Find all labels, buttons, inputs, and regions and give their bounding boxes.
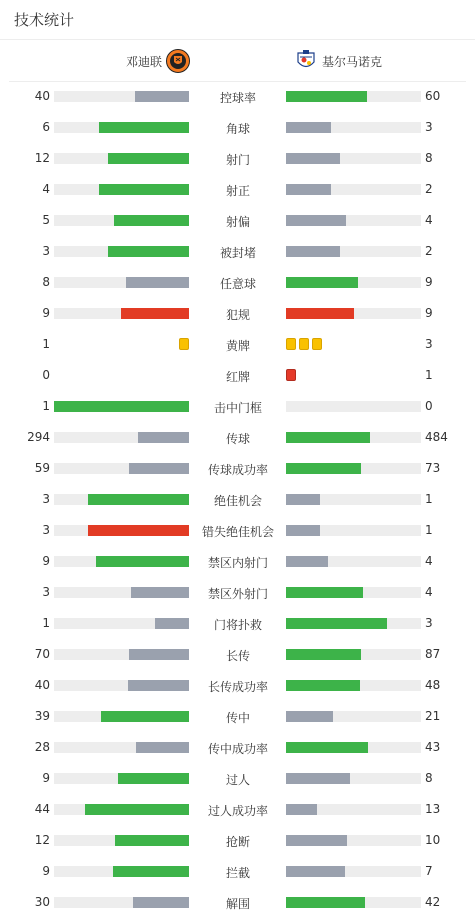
home-value: 3 bbox=[42, 523, 50, 537]
away-value: 3 bbox=[425, 120, 433, 134]
away-bar-track bbox=[286, 246, 421, 257]
away-value: 1 bbox=[425, 523, 433, 537]
home-team[interactable] bbox=[126, 49, 190, 73]
away-bar-track bbox=[286, 91, 421, 102]
away-bar-fill bbox=[286, 618, 387, 629]
home-bar-fill bbox=[135, 91, 189, 102]
away-cards bbox=[286, 338, 322, 350]
home-value: 30 bbox=[34, 895, 50, 909]
away-bar-fill bbox=[286, 804, 317, 815]
home-bar-fill bbox=[108, 246, 189, 257]
away-bar-fill bbox=[286, 308, 354, 319]
home-value: 3 bbox=[42, 244, 50, 258]
stat-label: 解围 bbox=[225, 897, 250, 911]
home-value: 44 bbox=[34, 802, 50, 816]
away-value: 87 bbox=[425, 647, 441, 661]
home-bar-track bbox=[54, 246, 189, 257]
away-bar-track bbox=[286, 649, 421, 660]
away-bar-fill bbox=[286, 835, 347, 846]
away-bar-track bbox=[286, 680, 421, 691]
stat-label: 任意球 bbox=[219, 277, 256, 291]
stat-row bbox=[0, 175, 475, 206]
home-bar-fill bbox=[54, 401, 189, 412]
away-value: 0 bbox=[425, 399, 433, 413]
home-bar-track bbox=[54, 866, 189, 877]
home-bar-fill bbox=[136, 742, 189, 753]
away-value: 3 bbox=[425, 616, 433, 630]
home-value: 294 bbox=[27, 430, 50, 444]
home-bar-track bbox=[54, 804, 189, 815]
home-bar-fill bbox=[99, 122, 189, 133]
yellow-card-icon bbox=[299, 338, 309, 350]
home-value: 3 bbox=[42, 492, 50, 506]
away-value: 1 bbox=[425, 492, 433, 506]
stat-row bbox=[0, 113, 475, 144]
stat-row bbox=[0, 795, 475, 826]
home-bar-track bbox=[54, 432, 189, 443]
stat-row bbox=[0, 423, 475, 454]
home-bar-fill bbox=[108, 153, 189, 164]
home-bar-fill bbox=[129, 463, 189, 474]
away-bar-track bbox=[286, 184, 421, 195]
stat-row bbox=[0, 144, 475, 175]
yellow-card-icon bbox=[179, 338, 189, 350]
stat-label: 错失绝佳机会 bbox=[201, 525, 274, 539]
away-value: 1 bbox=[425, 368, 433, 382]
away-bar-track bbox=[286, 587, 421, 598]
home-bar-track bbox=[54, 556, 189, 567]
stat-label: 禁区内射门 bbox=[207, 556, 268, 570]
home-bar-fill bbox=[155, 618, 189, 629]
stat-label: 长传成功率 bbox=[207, 680, 268, 694]
home-bar-track bbox=[54, 122, 189, 133]
home-bar-track bbox=[54, 649, 189, 660]
away-bar-fill bbox=[286, 494, 320, 505]
away-bar-fill bbox=[286, 277, 358, 288]
home-value: 12 bbox=[34, 833, 50, 847]
away-value: 484 bbox=[425, 430, 448, 444]
home-team-name: 邓迪联 bbox=[125, 54, 162, 69]
away-bar-fill bbox=[286, 649, 361, 660]
stat-label: 击中门框 bbox=[213, 401, 262, 415]
stat-row bbox=[0, 392, 475, 423]
home-bar-track bbox=[54, 401, 189, 412]
away-bar-track bbox=[286, 742, 421, 753]
section-header bbox=[0, 0, 475, 40]
home-bar-fill bbox=[114, 215, 189, 226]
home-bar-fill bbox=[126, 277, 189, 288]
home-bar-fill bbox=[96, 556, 189, 567]
stat-label: 过人成功率 bbox=[207, 804, 268, 818]
stat-row bbox=[0, 578, 475, 609]
home-bar-track bbox=[54, 494, 189, 505]
home-bar-track bbox=[54, 897, 189, 908]
away-bar-track bbox=[286, 215, 421, 226]
away-value: 2 bbox=[425, 244, 433, 258]
home-value: 9 bbox=[42, 554, 50, 568]
stat-label: 过人 bbox=[225, 773, 250, 787]
away-value: 8 bbox=[425, 771, 433, 785]
away-team-name: 基尔马诺克 bbox=[322, 54, 383, 69]
home-cards bbox=[179, 338, 189, 350]
stat-row bbox=[0, 361, 475, 392]
stat-label: 长传 bbox=[225, 649, 250, 663]
home-value: 12 bbox=[34, 151, 50, 165]
stat-label: 红牌 bbox=[225, 370, 250, 384]
stat-row bbox=[0, 702, 475, 733]
stat-label: 传球 bbox=[225, 432, 250, 446]
home-value: 70 bbox=[34, 647, 50, 661]
away-value: 8 bbox=[425, 151, 433, 165]
home-value: 0 bbox=[42, 368, 50, 382]
away-value: 43 bbox=[425, 740, 441, 754]
home-bar-fill bbox=[88, 494, 189, 505]
away-bar-track bbox=[286, 525, 421, 536]
away-value: 48 bbox=[425, 678, 441, 692]
away-bar-track bbox=[286, 494, 421, 505]
away-bar-fill bbox=[286, 866, 345, 877]
away-cards bbox=[286, 369, 296, 381]
away-bar-fill bbox=[286, 556, 328, 567]
away-bar-track bbox=[286, 866, 421, 877]
stat-label: 抢断 bbox=[225, 835, 250, 849]
away-value: 42 bbox=[425, 895, 441, 909]
away-bar-fill bbox=[286, 91, 367, 102]
away-bar-track bbox=[286, 432, 421, 443]
away-bar-track bbox=[286, 401, 421, 412]
stat-row bbox=[0, 547, 475, 578]
stat-row bbox=[0, 888, 475, 919]
home-bar-track bbox=[54, 587, 189, 598]
away-bar-track bbox=[286, 773, 421, 784]
home-bar-fill bbox=[101, 711, 189, 722]
away-bar-fill bbox=[286, 463, 361, 474]
home-value: 6 bbox=[42, 120, 50, 134]
home-bar-track bbox=[54, 277, 189, 288]
away-bar-track bbox=[286, 153, 421, 164]
home-bar-fill bbox=[131, 587, 189, 598]
stat-row bbox=[0, 609, 475, 640]
home-bar-track bbox=[54, 184, 189, 195]
home-value: 9 bbox=[42, 864, 50, 878]
home-value: 8 bbox=[42, 275, 50, 289]
stat-row bbox=[0, 330, 475, 361]
stat-label: 黄牌 bbox=[225, 339, 250, 353]
kilmarnock-crest-icon bbox=[294, 49, 318, 73]
home-value: 9 bbox=[42, 771, 50, 785]
home-bar-track bbox=[54, 711, 189, 722]
home-bar-fill bbox=[118, 773, 189, 784]
home-bar-fill bbox=[115, 835, 189, 846]
home-bar-track bbox=[54, 773, 189, 784]
away-bar-track bbox=[286, 711, 421, 722]
away-bar-fill bbox=[286, 153, 340, 164]
away-bar-fill bbox=[286, 711, 333, 722]
stat-label: 被封堵 bbox=[219, 246, 256, 260]
teams-row bbox=[9, 40, 466, 82]
home-value: 39 bbox=[34, 709, 50, 723]
section-title: 技术统计 bbox=[14, 11, 75, 29]
stat-row bbox=[0, 206, 475, 237]
home-value: 40 bbox=[34, 89, 50, 103]
away-bar-fill bbox=[286, 432, 370, 443]
home-value: 5 bbox=[42, 213, 50, 227]
away-value: 2 bbox=[425, 182, 433, 196]
stat-row bbox=[0, 516, 475, 547]
home-value: 28 bbox=[34, 740, 50, 754]
stat-row bbox=[0, 82, 475, 113]
home-bar-fill bbox=[121, 308, 189, 319]
away-value: 10 bbox=[425, 833, 441, 847]
stat-label: 拦截 bbox=[225, 866, 250, 880]
home-value: 40 bbox=[34, 678, 50, 692]
home-bar-fill bbox=[85, 804, 189, 815]
home-bar-fill bbox=[99, 184, 189, 195]
home-value: 1 bbox=[42, 399, 50, 413]
stat-label: 犯规 bbox=[225, 308, 250, 322]
stat-row bbox=[0, 237, 475, 268]
away-value: 9 bbox=[425, 306, 433, 320]
home-value: 1 bbox=[42, 616, 50, 630]
away-bar-track bbox=[286, 277, 421, 288]
stat-row bbox=[0, 268, 475, 299]
away-bar-track bbox=[286, 308, 421, 319]
away-bar-fill bbox=[286, 215, 346, 226]
stat-row bbox=[0, 764, 475, 795]
stat-label: 射偏 bbox=[225, 215, 250, 229]
away-value: 4 bbox=[425, 554, 433, 568]
home-bar-fill bbox=[88, 525, 189, 536]
stat-label: 传中 bbox=[225, 711, 250, 725]
home-value: 9 bbox=[42, 306, 50, 320]
away-bar-fill bbox=[286, 742, 368, 753]
away-bar-track bbox=[286, 804, 421, 815]
stat-row bbox=[0, 733, 475, 764]
away-value: 73 bbox=[425, 461, 441, 475]
away-bar-fill bbox=[286, 587, 363, 598]
yellow-card-icon bbox=[286, 338, 296, 350]
home-bar-fill bbox=[133, 897, 189, 908]
away-bar-fill bbox=[286, 897, 365, 908]
home-bar-track bbox=[54, 153, 189, 164]
stat-label: 绝佳机会 bbox=[213, 494, 262, 508]
away-bar-fill bbox=[286, 525, 320, 536]
home-bar-track bbox=[54, 525, 189, 536]
stat-label: 传中成功率 bbox=[207, 742, 268, 756]
home-bar-track bbox=[54, 680, 189, 691]
yellow-card-icon bbox=[312, 338, 322, 350]
away-value: 3 bbox=[425, 337, 433, 351]
stat-label: 门将扑救 bbox=[213, 618, 262, 632]
stat-row bbox=[0, 857, 475, 888]
home-bar-fill bbox=[129, 649, 189, 660]
home-bar-track bbox=[54, 835, 189, 846]
home-bar-fill bbox=[138, 432, 189, 443]
away-bar-fill bbox=[286, 246, 340, 257]
home-bar-track bbox=[54, 742, 189, 753]
away-value: 7 bbox=[425, 864, 433, 878]
stat-label: 角球 bbox=[225, 122, 250, 136]
away-value: 4 bbox=[425, 213, 433, 227]
stat-row bbox=[0, 454, 475, 485]
stat-label: 射门 bbox=[225, 153, 250, 167]
stat-row bbox=[0, 640, 475, 671]
home-bar-track bbox=[54, 91, 189, 102]
home-bar-fill bbox=[128, 680, 189, 691]
home-bar-track bbox=[54, 215, 189, 226]
away-bar-fill bbox=[286, 122, 331, 133]
away-team[interactable] bbox=[294, 49, 382, 73]
away-bar-track bbox=[286, 897, 421, 908]
home-bar-track bbox=[54, 308, 189, 319]
stats-list bbox=[0, 82, 475, 919]
away-bar-track bbox=[286, 556, 421, 567]
red-card-icon bbox=[286, 369, 296, 381]
home-bar-fill bbox=[113, 866, 189, 877]
stat-row bbox=[0, 299, 475, 330]
home-bar-track bbox=[54, 618, 189, 629]
away-bar-fill bbox=[286, 773, 350, 784]
away-value: 13 bbox=[425, 802, 441, 816]
home-value: 1 bbox=[42, 337, 50, 351]
stat-label: 传球成功率 bbox=[207, 463, 268, 477]
away-value: 4 bbox=[425, 585, 433, 599]
away-bar-fill bbox=[286, 680, 360, 691]
stat-row bbox=[0, 671, 475, 702]
away-value: 21 bbox=[425, 709, 441, 723]
away-bar-track bbox=[286, 122, 421, 133]
home-value: 4 bbox=[42, 182, 50, 196]
stat-row bbox=[0, 826, 475, 857]
stat-label: 控球率 bbox=[219, 91, 256, 105]
away-bar-track bbox=[286, 835, 421, 846]
away-bar-fill bbox=[286, 184, 331, 195]
home-value: 59 bbox=[34, 461, 50, 475]
away-bar-track bbox=[286, 618, 421, 629]
away-value: 60 bbox=[425, 89, 441, 103]
home-value: 3 bbox=[42, 585, 50, 599]
dundee-united-crest-icon bbox=[166, 49, 190, 73]
stat-label: 禁区外射门 bbox=[207, 587, 268, 601]
away-bar-track bbox=[286, 463, 421, 474]
home-bar-track bbox=[54, 463, 189, 474]
away-value: 9 bbox=[425, 275, 433, 289]
stat-label: 射正 bbox=[225, 184, 250, 198]
stat-row bbox=[0, 485, 475, 516]
